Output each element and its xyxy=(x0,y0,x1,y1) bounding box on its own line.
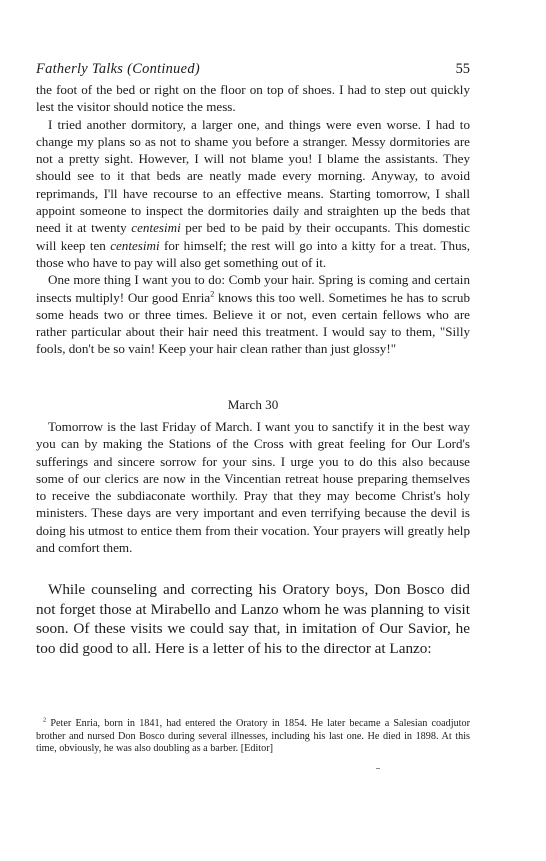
dormitory-text-part-2: per bed to be paid by their occupants. This domestic will keep ten xyxy=(36,220,470,253)
section-date-heading: March 30 xyxy=(227,397,279,412)
emphasis-centesimi: centesimi xyxy=(131,220,181,236)
paragraph-dormitory xyxy=(36,116,470,272)
march-30-talk xyxy=(36,418,470,556)
running-title: Fatherly Talks (Continued) xyxy=(36,61,200,77)
paragraph-narrative: While counseling and correcting his Oratory boys, Don Bosco did not forget those at Mirabello and Lanzo whom he was planning to visit soon. Of these visits we could say that, in imitation of Our Savior, he too did good to all. Here is a letter of his to the director at Lanzo: xyxy=(36,581,470,657)
running-head xyxy=(36,61,470,78)
paragraph-stations-of-the-cross: Tomorrow is the last Friday of March. I want you to sanctify it in the best way you can by making the Stations of the Cross with great feeling for Our Lord's sufferings and sincere sorrow for your sins. I urge you to do this also because some of our clerics are now in the Vincentian retreat house preparing themselves to receive the subdiaconate worthily. Pray that they may become Christ's holy ministers. These days are very important and even terrifying because the devil is doing his utmost to entice them from their vocation. Your prayers will greatly help and comfort them. xyxy=(36,419,470,556)
footnote-reference: 2 xyxy=(210,289,215,299)
page-number: 55 xyxy=(455,61,470,77)
letter-continuation xyxy=(36,81,470,358)
hair-text-part-1: One more thing I want you to do: Comb your hair. Spring is coming and certain insects multiply! Our good Enria xyxy=(36,272,470,305)
paragraph-comb-hair xyxy=(36,271,470,357)
footnote xyxy=(36,718,470,756)
hair-text-part-2: knows this too well. Sometimes he has to scrub some heads two or three times. Believe it or not, even certain fellows who are rather particular about their hair need this treatment. I would say to them, "Silly fools, don't be so vain! Keep your hair clean rather than just glossy!" xyxy=(36,289,470,357)
footnote-text: Peter Enria, born in 1841, had entered the Oratory in 1854. He later became a Salesian coadjutor brother and nursed Don Bosco during several illnesses, including his last one. He died in 1898. At this time, obviously, he was also doubling as a barber. [Editor] xyxy=(36,718,470,755)
narrative-text xyxy=(36,580,470,658)
emphasis-centesimi: centesimi xyxy=(110,237,160,253)
dormitory-text-part-1: I tried another dormitory, a larger one, and things were even worse. I had to change my plans so as not to shame you before a stranger. Messy dormitories are not a pretty sight. However, I will not blame you! I blame the assistants. They should see to it that beds are neatly made every morning. Anyway, to avoid reprimands, I'll have recourse to an effective means. Starting tomorrow, I shall appoint someone to inspect the dormitories daily and straighten up the beds that need it at twenty xyxy=(36,116,470,236)
dormitory-text-part-3: for himself; the rest will go into a kitty for a treat. Thus, those who have to pay will also get something out of it. xyxy=(36,237,470,270)
footnote-marker: 2 xyxy=(43,716,47,724)
page-mark xyxy=(376,768,380,769)
footnote-paragraph xyxy=(36,718,470,756)
paragraph-bed-mess: the foot of the bed or right on the floor on top of shoes. I had to step out quickly lest the visitor should notice the mess. xyxy=(36,82,470,115)
